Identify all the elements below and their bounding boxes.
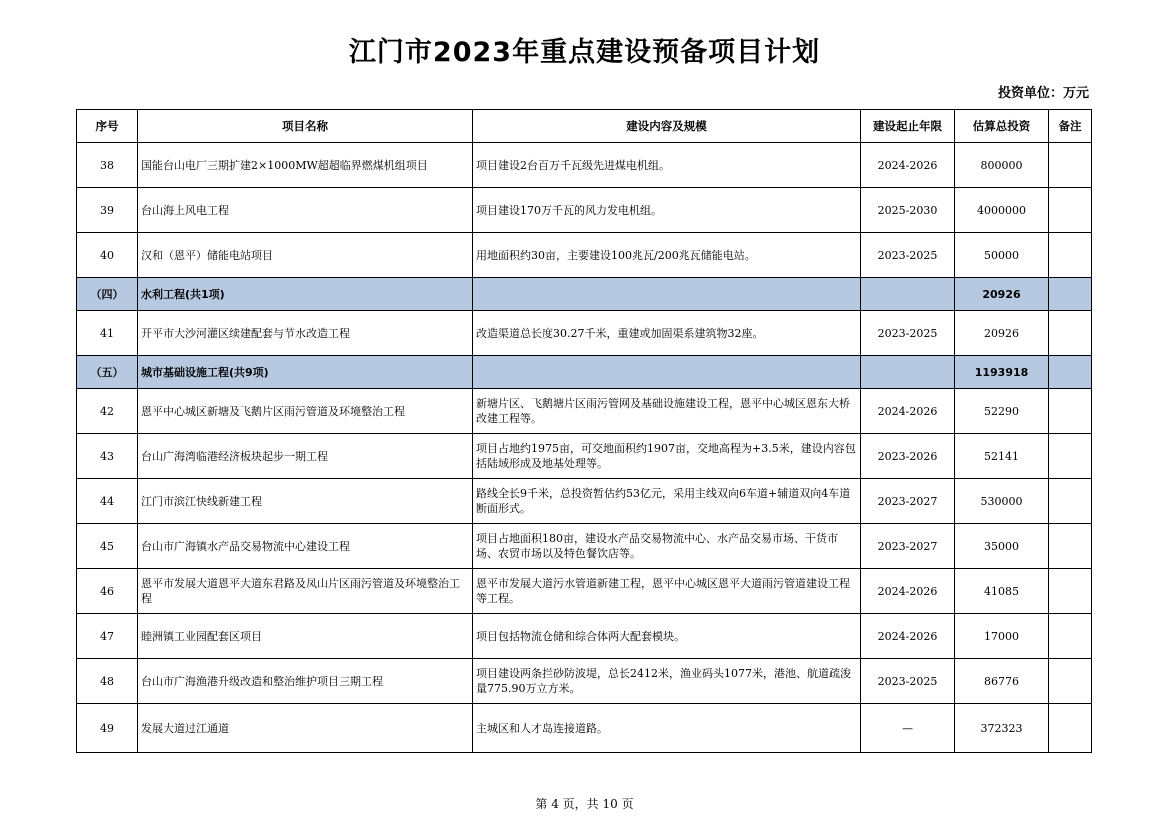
row-name: 恩平市发展大道恩平大道东君路及凤山片区雨污管道及环境整治工程 [138,569,473,614]
section-years [861,356,955,389]
row-no: 41 [77,311,138,356]
row-years: 2024-2026 [861,614,955,659]
row-note [1049,434,1092,479]
column-header-years: 建设起止年限 [861,110,955,143]
row-name: 开平市大沙河灌区续建配套与节水改造工程 [138,311,473,356]
section-row [77,278,1092,311]
row-content: 项目占地面积180亩，建设水产品交易物流中心、水产品交易市场、干货市场、农贸市场以及特色餐饮店等。 [473,524,861,569]
row-content: 改造渠道总长度30.27千米，重建或加固渠系建筑物32座。 [473,311,861,356]
column-header-name: 项目名称 [138,110,473,143]
row-years: 2023-2025 [861,233,955,278]
row-no: 46 [77,569,138,614]
table-row [77,614,1092,659]
table-row [77,311,1092,356]
table-row [77,389,1092,434]
section-no: （五） [77,356,138,389]
row-name: 汉和（恩平）储能电站项目 [138,233,473,278]
row-no: 43 [77,434,138,479]
row-years: 2024-2026 [861,389,955,434]
section-name: 水利工程(共1项) [138,278,473,311]
table-row [77,704,1092,753]
row-investment: 41085 [955,569,1049,614]
row-note [1049,389,1092,434]
table-row [77,233,1092,278]
row-investment: 4000000 [955,188,1049,233]
row-note [1049,569,1092,614]
row-no: 40 [77,233,138,278]
row-no: 49 [77,704,138,753]
row-note [1049,614,1092,659]
row-years: 2023-2027 [861,479,955,524]
row-investment: 800000 [955,143,1049,188]
row-content: 新塘片区、飞鹅塘片区雨污管网及基础设施建设工程，恩平中心城区恩东大桥改建工程等。 [473,389,861,434]
row-name: 发展大道过江通道 [138,704,473,753]
section-note [1049,356,1092,389]
row-years: 2024-2026 [861,143,955,188]
row-investment: 530000 [955,479,1049,524]
row-investment: 86776 [955,659,1049,704]
row-note [1049,143,1092,188]
table-row [77,524,1092,569]
row-name: 台山市广海镇水产品交易物流中心建设工程 [138,524,473,569]
column-header-note: 备注 [1049,110,1092,143]
row-no: 47 [77,614,138,659]
row-investment: 50000 [955,233,1049,278]
row-no: 45 [77,524,138,569]
row-no: 39 [77,188,138,233]
row-years: 2023-2025 [861,659,955,704]
table-row [77,188,1092,233]
section-name: 城市基础设施工程(共9项) [138,356,473,389]
row-no: 44 [77,479,138,524]
section-content [473,356,861,389]
project-table [76,109,1092,753]
row-name: 恩平中心城区新塘及飞鹅片区雨污管道及环境整治工程 [138,389,473,434]
row-investment: 20926 [955,311,1049,356]
row-content: 恩平市发展大道污水管道新建工程，恩平中心城区恩平大道雨污管道建设工程等工程。 [473,569,861,614]
row-years: — [861,704,955,753]
row-investment: 35000 [955,524,1049,569]
row-content: 项目建设两条拦砂防波堤，总长2412米，渔业码头1077米，港池、航道疏浚量775.90万立方米。 [473,659,861,704]
row-content: 项目建设2台百万千瓦级先进煤电机组。 [473,143,861,188]
row-years: 2023-2025 [861,311,955,356]
row-investment: 17000 [955,614,1049,659]
row-note [1049,659,1092,704]
section-investment: 1193918 [955,356,1049,389]
row-name: 台山市广海渔港升级改造和整治维护项目三期工程 [138,659,473,704]
page-title: 江门市2023年重点建设预备项目计划 [348,37,821,68]
row-investment: 52141 [955,434,1049,479]
row-years: 2023-2026 [861,434,955,479]
row-content: 路线全长9千米，总投资暂估约53亿元，采用主线双向6车道+辅道双向4车道断面形式。 [473,479,861,524]
row-name: 江门市滨江快线新建工程 [138,479,473,524]
section-investment: 20926 [955,278,1049,311]
row-content: 用地面积约30亩，主要建设100兆瓦/200兆瓦储能电站。 [473,233,861,278]
row-years: 2023-2027 [861,524,955,569]
row-content: 主城区和人才岛连接道路。 [473,704,861,753]
table-row [77,569,1092,614]
row-note [1049,704,1092,753]
row-no: 42 [77,389,138,434]
table-row [77,434,1092,479]
row-content: 项目包括物流仓储和综合体两大配套模块。 [473,614,861,659]
column-header-investment: 估算总投资 [955,110,1049,143]
row-years: 2024-2026 [861,569,955,614]
row-years: 2025-2030 [861,188,955,233]
row-note [1049,524,1092,569]
row-note [1049,188,1092,233]
table-row [77,143,1092,188]
row-no: 48 [77,659,138,704]
table-row [77,479,1092,524]
investment-unit-label: 投资单位：万元 [997,86,1089,101]
page-number: 第 4 页，共 10 页 [535,797,634,811]
section-no: （四） [77,278,138,311]
row-name: 台山海上风电工程 [138,188,473,233]
row-investment: 52290 [955,389,1049,434]
row-content: 项目建设170万千瓦的风力发电机组。 [473,188,861,233]
table-row [77,659,1092,704]
column-header-no: 序号 [77,110,138,143]
section-note [1049,278,1092,311]
section-row [77,356,1092,389]
section-years [861,278,955,311]
section-content [473,278,861,311]
row-name: 国能台山电厂三期扩建2×1000MW超超临界燃煤机组项目 [138,143,473,188]
row-name: 台山广海湾临港经济板块起步一期工程 [138,434,473,479]
column-header-content: 建设内容及规模 [473,110,861,143]
row-note [1049,311,1092,356]
row-investment: 372323 [955,704,1049,753]
row-note [1049,479,1092,524]
row-name: 睦洲镇工业园配套区项目 [138,614,473,659]
row-no: 38 [77,143,138,188]
row-note [1049,233,1092,278]
row-content: 项目占地约1975亩，可交地面积约1907亩，交地高程为+3.5米，建设内容包括陆域形成及地基处理等。 [473,434,861,479]
table-header-row [77,110,1092,143]
